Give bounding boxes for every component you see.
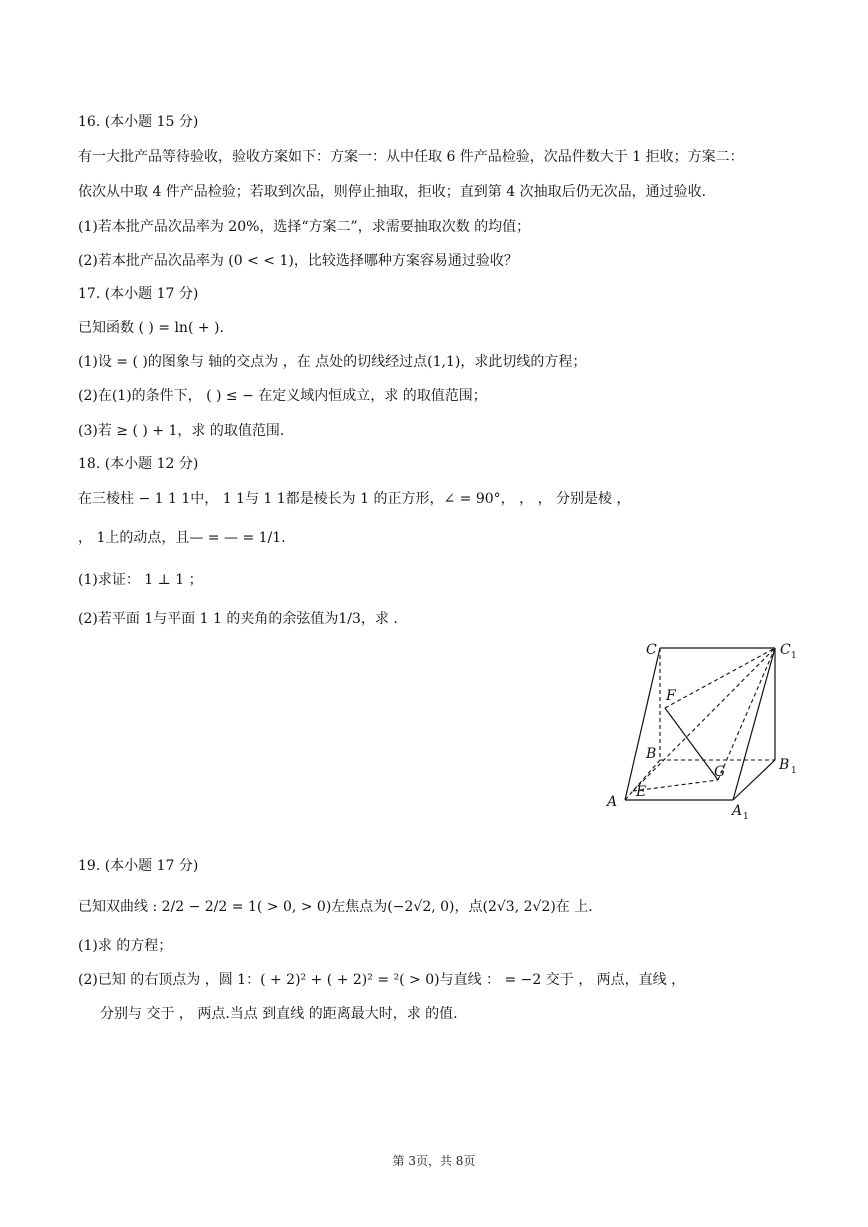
line-e-c1-hidden [633,648,775,791]
edge-a1-b1 [733,760,775,800]
q18-part2: (2)若平面 1与平面 1 1 的夹角的余弦值为1/3，求 . [78,611,398,627]
q16-stem-line2: 依次从中取 4 件产品检验；若取到次品，则停止抽取，拒收；直到第 4 次抽取后仍无次品，通过验收. [78,184,707,200]
q17-part1: (1)设 = ( )的图象与 轴的交点为 ，在 点处的切线经过点(1,1)，求此切线的方程； [78,354,587,370]
q19-part2-cont: 分别与 交于 ， 两点.当点 到直线 的距离最大时，求 的值. [100,1006,458,1022]
q16-title: 16. (本小题 15 分) [78,114,199,130]
q18-stem-line1: 在三棱柱 − 1 1 1中， 1 1与 1 1都是棱长为 1 的正方形，∠ = 90°， ， ， 分别是棱 ， [78,491,631,507]
q17-part3: (3)若 ≥ ( ) + 1，求 的取值范围. [78,423,285,439]
label-b: B [646,746,657,762]
q18-part1: (1)求证： 1 ⊥ 1 ； [78,572,203,588]
label-e: E [636,784,647,800]
q17-stem: 已知函数 ( ) = ln( + ). [78,320,224,336]
q19-part1: (1)求 的方程； [78,938,173,954]
q16-part2: (2)若本批产品次品率为 (0 < < 1)，比较选择哪种方案容易通过验收？ [78,253,518,269]
q16-stem-line1: 有一大批产品等待验收，验收方案如下：方案一：从中任取 6 件产品检验，次品件数大于 1 拒收；方案二： [78,149,744,165]
label-a1-sub: 1 [743,812,749,822]
q17-title: 17. (本小题 17 分) [78,286,199,302]
label-b1: B [779,757,790,773]
q19-part2: (2)已知 的右顶点为 ，圆 1：( + 2)² + ( + 2)² = ²( > 0)与直线 ： = −2 交于 ， 两点，直线 ， [78,972,686,988]
label-a: A [607,794,618,810]
q17-part2: (2)在(1)的条件下， ( ) ≤ − 在定义域内恒成立，求 的取值范围； [78,388,487,404]
q19-title: 19. (本小题 17 分) [78,858,199,874]
edge-c-a [625,648,660,800]
edge-c1-a1 [733,648,775,800]
label-c1-sub: 1 [791,651,797,661]
label-g: G [714,764,726,780]
page-footer: 第 3页，共 8页 [392,1154,476,1168]
line-f-c1-hidden [665,648,775,708]
label-a1: A [732,803,743,819]
q18-stem-line2: ， 1上的动点，且— = — = 1/1. [78,530,286,546]
label-b1-sub: 1 [791,766,797,776]
label-f: F [666,688,676,704]
q16-part1: (1)若本批产品次品率为 20%，选择“方案二”，求需要抽取次数 的均值； [78,219,531,235]
line-f-g [665,708,718,780]
q19-stem: 已知双曲线 : 2/2 − 2/2 = 1( > 0, > 0)左焦点为(−2√2, 0)，点(2√3, 2√2)在 上. [78,899,593,915]
label-c1: C [780,642,791,658]
q18-title: 18. (本小题 12 分) [78,456,199,472]
label-c: C [646,642,657,658]
prism-figure [600,636,810,826]
